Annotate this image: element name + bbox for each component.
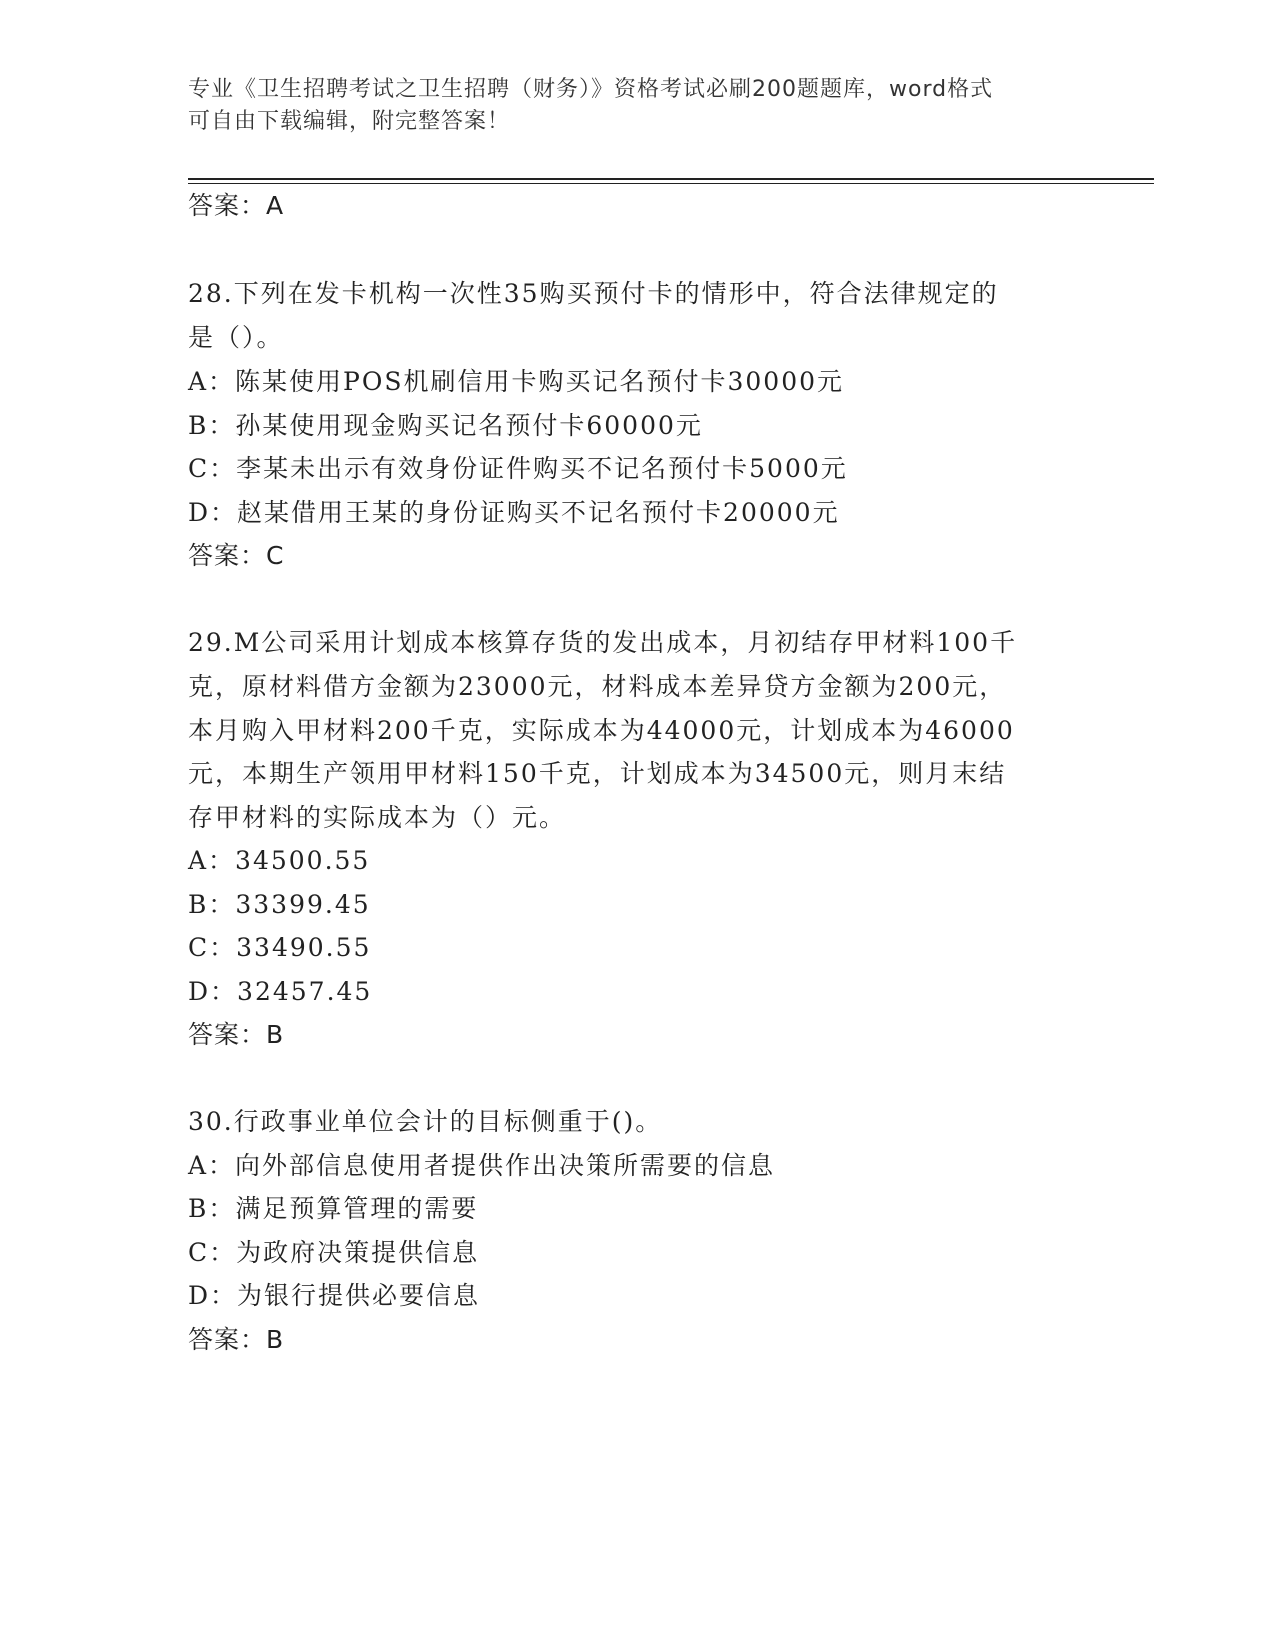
question-28-option-c: C：李某未出示有效身份证件购买不记名预付卡5000元 <box>188 454 848 483</box>
question-28-option-a: A：陈某使用POS机刷信用卡购买记名预付卡30000元 <box>188 367 845 396</box>
header-rule-thick <box>188 178 1154 180</box>
answer-q30: 答案：B <box>188 1325 285 1354</box>
answer-q29: 答案：B <box>188 1020 285 1049</box>
header-line-2: 可自由下载编辑，附完整答案！ <box>188 109 511 134</box>
question-28-text-line-1: 28.下列在发卡机构一次性35购买预付卡的情形中，符合法律规定的 <box>188 279 999 308</box>
header-rule-thin <box>188 183 1154 184</box>
question-30-text-line-1: 30.行政事业单位会计的目标侧重于()。 <box>188 1107 663 1136</box>
question-29-option-b: B：33399.45 <box>188 890 371 919</box>
document-header <box>188 74 1068 138</box>
question-29-text-line-2: 克，原材料借方金额为23000元，材料成本差异贷方金额为200元， <box>188 672 1007 701</box>
question-29-text-line-1: 29.M公司采用计划成本核算存货的发出成本，月初结存甲材料100千 <box>188 628 1018 657</box>
question-28-text-line-2: 是（）。 <box>188 323 284 352</box>
question-29-text-line-4: 元，本期生产领用甲材料150千克，计划成本为34500元，则月末结 <box>188 759 1007 788</box>
header-line-1: 专业《卫生招聘考试之卫生招聘（财务）》资格考试必刷200题题库，word格式 <box>188 77 994 102</box>
question-30-option-b: B：满足预算管理的需要 <box>188 1194 479 1223</box>
question-28-option-b: B：孙某使用现金购买记名预付卡60000元 <box>188 411 703 440</box>
question-29-text-line-3: 本月购入甲材料200千克，实际成本为44000元，计划成本为46000 <box>188 716 1015 745</box>
question-29-option-c: C：33490.55 <box>188 933 372 962</box>
question-29-option-a: A：34500.55 <box>188 846 371 875</box>
question-30-option-c: C：为政府决策提供信息 <box>188 1238 480 1267</box>
question-29-option-d: D：32457.45 <box>188 977 373 1006</box>
answer-q27: 答案：A <box>188 191 285 220</box>
answer-q28: 答案：C <box>188 541 285 570</box>
question-28-option-d: D：赵某借用王某的身份证购买不记名预付卡20000元 <box>188 498 840 527</box>
question-30-option-a: A：向外部信息使用者提供作出决策所需要的信息 <box>188 1151 776 1180</box>
question-29-text-line-5: 存甲材料的实际成本为（）元。 <box>188 803 567 832</box>
question-30-option-d: D：为银行提供必要信息 <box>188 1281 481 1310</box>
